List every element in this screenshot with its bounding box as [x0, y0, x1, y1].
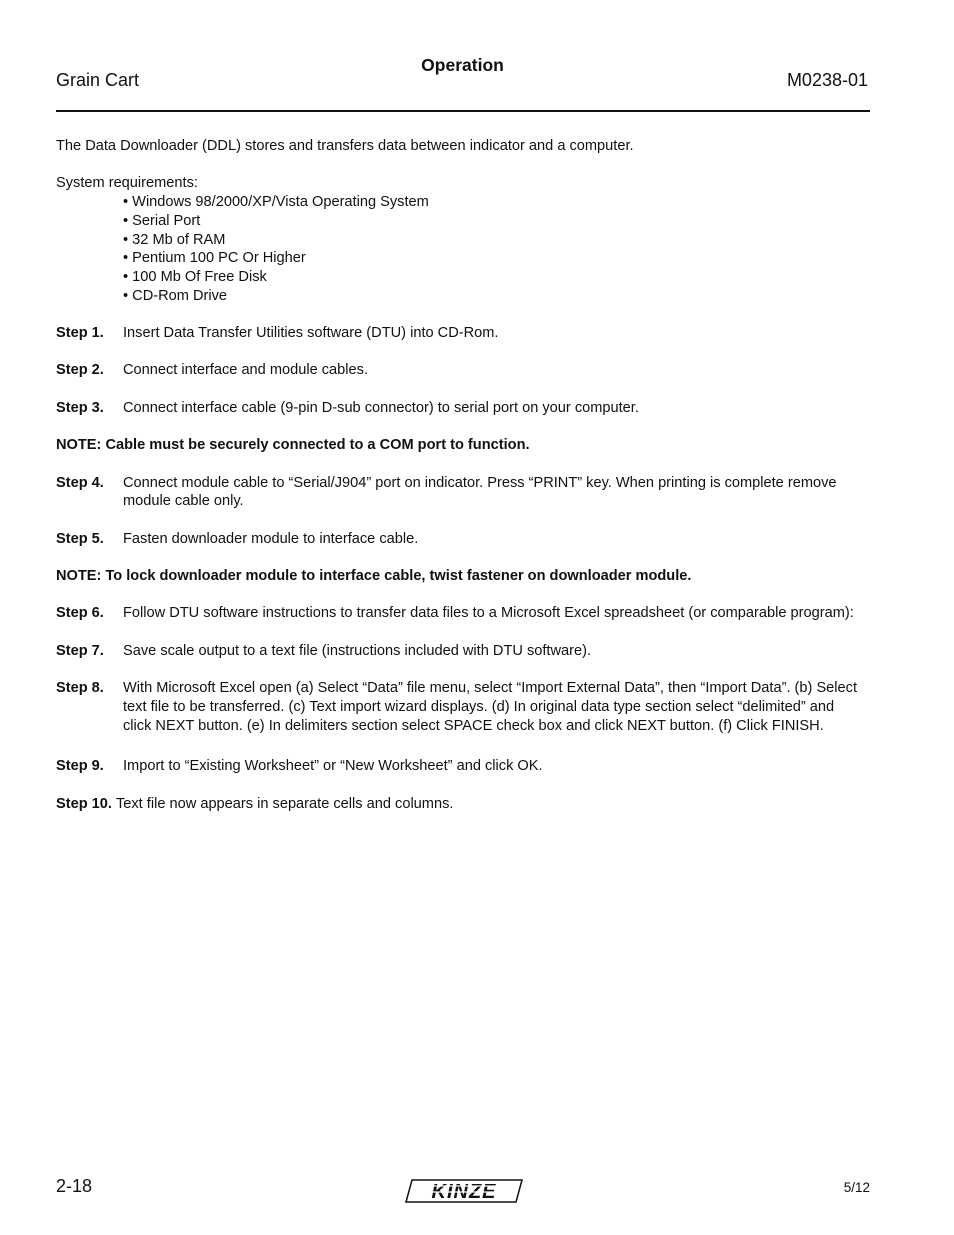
requirement-item: • 32 Mb of RAM	[123, 231, 226, 248]
step-text: Save scale output to a text file (instructions included with DTU software).	[123, 642, 592, 659]
kinze-logo	[404, 1178, 524, 1204]
step-label: Step 2.	[56, 362, 104, 379]
step-label: Step 4.	[56, 474, 104, 491]
step-text: Connect interface and module cables.	[123, 362, 369, 379]
revision-date: 5/12	[843, 1180, 870, 1195]
step-label: Step 7.	[56, 642, 104, 659]
step-label: Step 6.	[56, 605, 104, 622]
step-label: Step 9.	[56, 758, 104, 775]
step-label: Step 3.	[56, 399, 104, 416]
step-label: Step 10.	[56, 795, 112, 812]
step-text: Insert Data Transfer Utilities software (DTU) into CD-Rom.	[123, 325, 499, 341]
requirement-item: • Windows 98/2000/XP/Vista Operating System	[123, 194, 429, 211]
header-manual-title: Grain Cart	[56, 70, 140, 90]
header-divider	[56, 110, 870, 112]
page-body	[56, 137, 866, 813]
page-number: 2-18	[56, 1176, 93, 1196]
header-section-title: Operation	[421, 55, 504, 75]
requirements-title: System requirements:	[56, 175, 198, 192]
step-text: Import to “Existing Worksheet” or “New Worksheet” and click OK.	[123, 758, 543, 775]
intro-paragraph: The Data Downloader (DDL) stores and transfers data between indicator and a computer.	[56, 138, 634, 154]
step-text: With Microsoft Excel open (a) Select “Data” file menu, select “Import External Data”, then “Import Data”. (b) Select text file to be transferred. (c) Text import wizard displays. (d) In original data type section select “delimited” and click NEXT button. (e) In delimiters section select SPACE check box and click NEXT button. (f) Click FINISH.	[123, 680, 857, 734]
step-7	[56, 642, 866, 661]
step-label: Step 5.	[56, 530, 104, 547]
step-2	[56, 361, 866, 380]
step-8	[56, 679, 866, 735]
step-label: Step 8.	[56, 680, 104, 697]
step-text: Connect module cable to “Serial/J904” port on indicator. Press “PRINT” key. When printing is complete remove module cable only.	[123, 474, 837, 510]
note-lock-module: NOTE: To lock downloader module to interface cable, twist fastener on downloader module.	[56, 568, 692, 585]
requirement-item: • Serial Port	[123, 212, 201, 229]
requirements-list	[56, 193, 866, 305]
step-text: Connect interface cable (9-pin D-sub connector) to serial port on your computer.	[123, 399, 639, 416]
step-3	[56, 399, 866, 418]
step-9	[56, 757, 866, 776]
step-text: Fasten downloader module to interface cable.	[123, 530, 419, 547]
logo-wordmark: KINZE	[431, 1181, 497, 1203]
step-10	[56, 795, 866, 814]
step-1	[56, 324, 866, 343]
step-text: Text file now appears in separate cells and columns.	[115, 795, 454, 812]
note-com-port: NOTE: Cable must be securely connected to a COM port to function.	[56, 437, 530, 454]
step-text: Follow DTU software instructions to transfer data files to a Microsoft Excel spreadsheet (or comparable program):	[123, 605, 854, 622]
requirement-item: • CD-Rom Drive	[123, 287, 228, 304]
step-4	[56, 474, 866, 511]
step-5	[56, 530, 866, 549]
step-label: Step 1.	[56, 325, 104, 341]
requirement-item: • 100 Mb Of Free Disk	[123, 268, 267, 285]
header-document-number: M0238-01	[786, 70, 868, 90]
step-6	[56, 604, 866, 623]
requirement-item: • Pentium 100 PC Or Higher	[123, 250, 306, 267]
